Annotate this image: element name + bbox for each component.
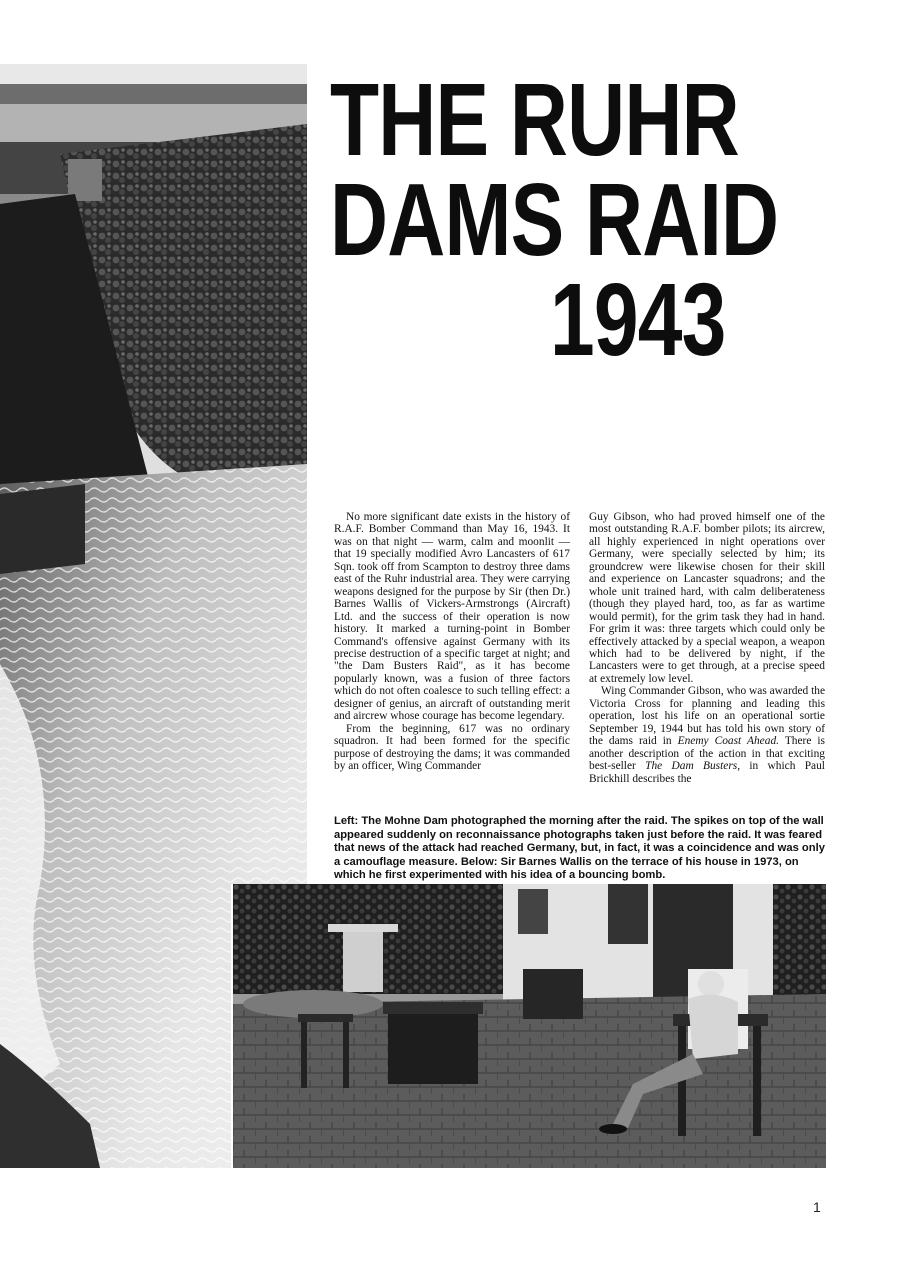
text-run: There is another description of the action in that exciting best-seller [589,735,825,773]
article-column-2 [589,511,825,785]
book-title: The Dam Busters, [645,760,741,773]
article-headline [330,62,779,377]
text-run: in which Paul Brickhill describes the [589,760,825,785]
terrace-image [233,884,826,1168]
article-paragraph [589,685,825,785]
headline-line-2: DAMS RAID [330,162,779,277]
page-number: 1 [813,1199,821,1215]
article-column-1 [334,511,570,773]
article-paragraph: No more significant date exists in the history of R.A.F. Bomber Command than May 16, 1943. It was on that night — warm, calm and moonlit — that 19 specially modified Avro Lancasters of 617 Sqn. took off from Scampton to destroy three dams east of the Ruhr industrial area. They were carrying weapons designed for the purpose by Sir (then Dr.) Barnes Wallis of Vickers-Armstrongs (Aircraft) Ltd. and the success of their operation is now history. It marked a turning-point in Bomber Command's offensive against Germany with its precise destruction of a specific target at night; and "the Dam Busters Raid", as it has become popularly known, was a fusion of three factors which do not often coalesce to such telling effect: a designer of genius, an aircraft of outstanding merit and aircrew whose courage has become legendary. [334,511,570,723]
photo-caption: Left: The Mohne Dam photographed the morning after the raid. The spikes on top of the wall appeared suddenly on reconnaissance photographs taken just before the raid. It was feared that news of the attack had reached Germany, but, in fact, it was a coincidence and was only a camouflage measure. Below: Sir Barnes Wallis on the terrace of his house in 1973, on which he first experimented with his idea of a bouncing bomb. [334,815,825,882]
terrace-photo [231,884,826,1168]
article-paragraph: Guy Gibson, who had proved himself one of the most outstanding R.A.F. bomber pilots; its aircrew, all highly experienced in night operations over Germany, were specially selected by him; its groundcrew were likewise chosen for their skill and experience on Lancaster squadrons; and the whole unit trained hard, with calm deliberateness (though they played hard, too, as far as wartime would permit), for the grim task they had in hand. For grim it was: three targets which could only be effectively attacked by a special weapon, a weapon which had to be delivered by night, if the Lancasters were to get through, at a precise speed at extremely low level. [589,511,825,685]
text-run: Wing Commander Gibson, who was awarded the Victoria Cross for planning and leading this operation, lost his life on an operational sortie September 19, 1944 but has told his own story of the dams raid in [589,685,825,748]
headline-line-1: THE RUHR [330,62,739,177]
book-title: Enemy Coast Ahead. [677,735,779,748]
article-paragraph: From the beginning, 617 was no ordinary squadron. It had been formed for the specific purpose of destroying the dams; it was commanded by an officer, Wing Commander [334,722,570,773]
headline-line-3: 1943 [549,262,726,377]
